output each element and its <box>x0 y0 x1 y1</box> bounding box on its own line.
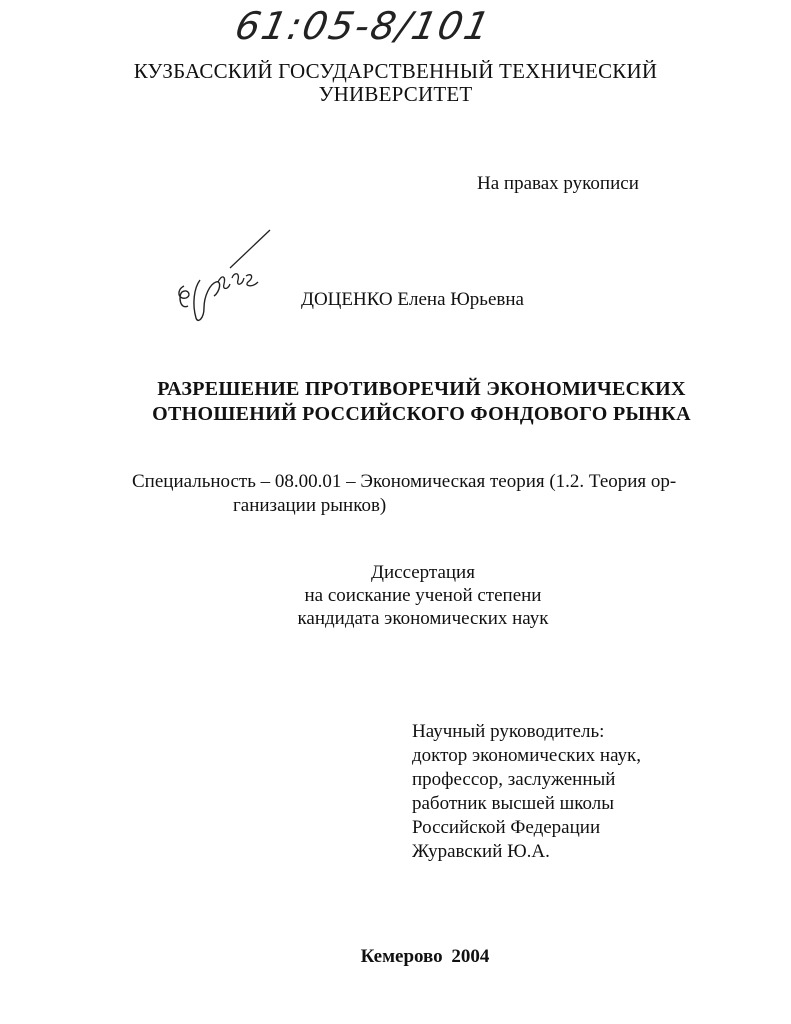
supervisor-line: работник высшей школы <box>412 793 615 814</box>
supervisor-line: доктор экономических наук, <box>412 745 642 766</box>
supervisor-line: Научный руководитель: <box>412 721 605 742</box>
degree-line-3: кандидата экономических наук <box>297 608 549 629</box>
supervisor-block <box>412 720 641 864</box>
degree-line-2: на соискание ученой степени <box>304 585 542 606</box>
archive-code: 61:05-8/101 <box>231 4 496 48</box>
title-line-2: ОТНОШЕНИЙ РОССИЙСКОГО ФОНДОВОГО РЫНКА <box>152 403 691 425</box>
degree-statement <box>0 561 791 630</box>
author-name: ДОЦЕНКО Елена Юрьевна <box>301 289 524 310</box>
university-line-2: УНИВЕРСИТЕТ <box>318 82 473 106</box>
manuscript-note: На правах рукописи <box>477 173 639 194</box>
city-year: Кемерово 2004 <box>360 946 490 967</box>
university-name <box>0 60 791 106</box>
specialty <box>132 470 732 518</box>
title-line-1: РАЗРЕШЕНИЕ ПРОТИВОРЕЧИЙ ЭКОНОМИЧЕСКИХ <box>157 378 686 400</box>
supervisor-line: профессор, заслуженный <box>412 769 616 790</box>
signature-icon <box>170 228 280 328</box>
supervisor-name: Журавский Ю.А. <box>412 841 550 862</box>
specialty-line-1: Специальность – 08.00.01 – Экономическая теория (1.2. Теория ор- <box>132 471 677 492</box>
degree-line-1: Диссертация <box>371 562 475 583</box>
dissertation-title <box>0 377 791 427</box>
specialty-line-2: ганизации рынков) <box>233 495 387 516</box>
university-line-1: КУЗБАССКИЙ ГОСУДАРСТВЕННЫЙ ТЕХНИЧЕСКИЙ <box>133 59 658 83</box>
supervisor-line: Российской Федерации <box>412 817 601 838</box>
